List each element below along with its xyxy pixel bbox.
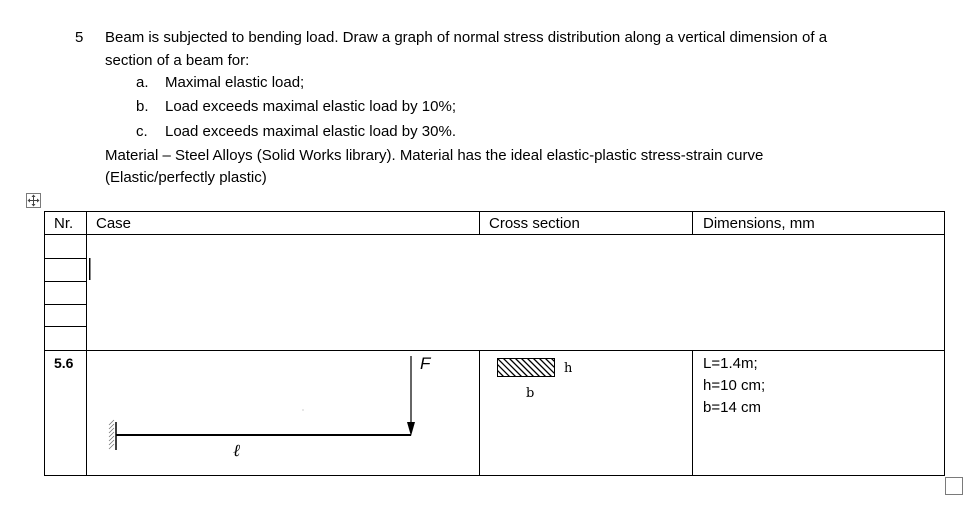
nested-cell[interactable]: [44, 304, 87, 327]
dimension-length: L=1.4m;: [703, 355, 758, 372]
list-item-c: Load exceeds maximal elastic load by 30%.: [165, 123, 456, 140]
text-cursor: [90, 258, 91, 280]
nested-cell[interactable]: [44, 258, 87, 282]
problem-statement-line-1: Beam is subjected to bending load. Draw a graph of normal stress distribution along a vertical dimension of a: [105, 29, 828, 46]
row-nr: 5.6: [54, 355, 74, 371]
header-cross-section: Cross section: [489, 215, 580, 232]
force-arrow-head: [407, 422, 415, 436]
force-label: F: [420, 354, 431, 373]
fixed-support-hatching: [109, 420, 116, 450]
list-item-a: Maximal elastic load;: [165, 74, 305, 91]
list-marker-a: a.: [136, 74, 149, 91]
dimension-height: h=10 cm;: [703, 377, 766, 394]
cross-section-h-label: h: [564, 361, 573, 376]
dimension-width: b=14 cm: [703, 399, 761, 416]
material-line-1: Material – Steel Alloys (Solid Works library). Material has the ideal elastic-plastic stress-strain curve: [105, 147, 764, 164]
nested-cell[interactable]: [44, 281, 87, 305]
cross-section-hatched-rectangle: [497, 358, 557, 378]
table-resize-handle[interactable]: [945, 477, 963, 495]
header-nr: Nr.: [54, 215, 74, 232]
length-label: ℓ: [233, 441, 241, 461]
table-move-handle-icon[interactable]: [26, 193, 41, 208]
problem-number: 5: [75, 29, 84, 46]
cantilever-beam-diagram: [100, 352, 440, 472]
material-line-2: (Elastic/perfectly plastic): [105, 169, 267, 186]
cross-section-b-label: b: [526, 386, 535, 401]
list-marker-b: b.: [136, 98, 149, 115]
header-dimensions: Dimensions, mm: [703, 215, 815, 232]
list-item-b: Load exceeds maximal elastic load by 10%;: [165, 98, 456, 115]
header-case: Case: [96, 215, 132, 232]
problem-statement-line-2: section of a beam for:: [105, 52, 250, 69]
list-marker-c: c.: [136, 123, 148, 140]
